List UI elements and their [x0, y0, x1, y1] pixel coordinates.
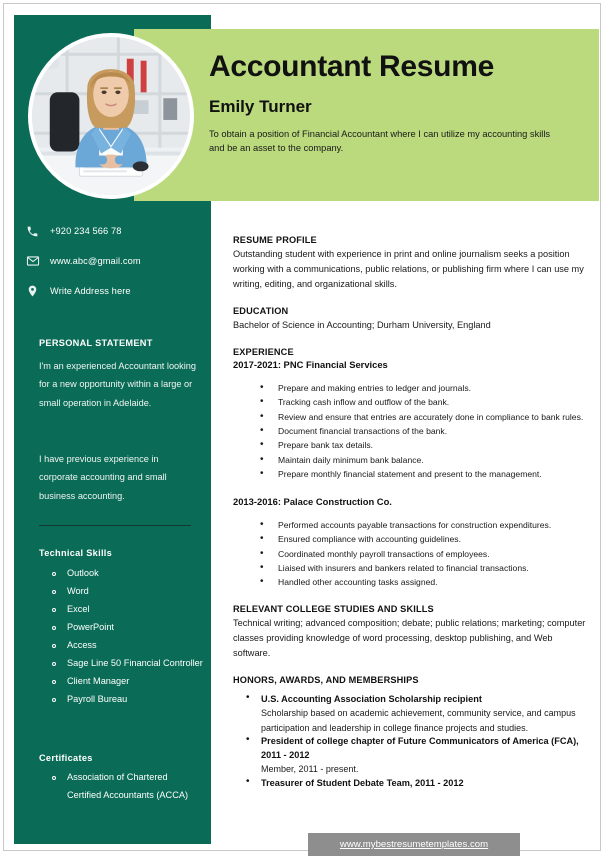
job-bullet: • Maintain daily minimum bank balance. — [233, 453, 591, 467]
envelope-icon — [26, 254, 50, 268]
contact-list — [26, 218, 206, 308]
skill-list-item: Access — [39, 637, 204, 655]
job-bullet: • Document financial transactions of the bank. — [233, 424, 591, 438]
honor-item — [233, 777, 591, 791]
contact-row-address[interactable] — [26, 278, 206, 304]
contact-row-phone[interactable] — [26, 218, 206, 244]
job-bullet: • Ensured compliance with accounting guidelines. — [233, 532, 591, 546]
education-text: Bachelor of Science in Accounting; Durham University, England — [233, 319, 491, 330]
technical-skills-list — [39, 565, 204, 709]
resume-page — [3, 3, 601, 851]
job-bullet-list — [233, 518, 591, 590]
job-bullet-list — [233, 381, 591, 482]
job-bullet: • Review and ensure that entries are accurately done in compliance to bank rules. — [233, 410, 591, 424]
footer-bar — [308, 833, 520, 856]
job-bullet: • Coordinated monthly payroll transactions of employees. — [233, 547, 591, 561]
skill-list-item: PowerPoint — [39, 619, 204, 637]
resume-profile-heading: RESUME PROFILE — [233, 235, 317, 245]
education-heading: EDUCATION — [233, 305, 289, 316]
job-bullet: • Prepare bank tax details. — [233, 438, 591, 452]
experience-heading: EXPERIENCE — [233, 346, 294, 357]
job-bullet: • Liaised with insurers and bankers related to financial transactions. — [233, 561, 591, 575]
phone-number: +920 234 566 78 — [50, 226, 122, 236]
certificate-list-item: Association of Chartered Certified Accountants (ACCA) — [39, 769, 204, 805]
personal-statement-paragraph-2: I have previous experience in corporate accounting and small business accounting. — [39, 454, 167, 501]
honor-title: • President of college chapter of Future Communicators of America (FCA), 2011 - 2012 — [261, 735, 579, 760]
skill-list-item: Word — [39, 583, 204, 601]
honors-list — [233, 693, 591, 791]
job-bullet: • Performed accounts payable transactions for construction expenditures. — [233, 518, 591, 532]
skill-list-item: Payroll Bureau — [39, 691, 204, 709]
avatar — [28, 33, 194, 199]
certificates-list — [39, 769, 204, 805]
job-bullet: • Tracking cash inflow and outflow of the bank. — [233, 395, 591, 409]
honor-title: • Treasurer of Student Debate Team, 2011 - 2012 — [261, 777, 464, 788]
job-bullet: • Prepare and making entries to ledger and journals. — [233, 381, 591, 395]
technical-skills-heading: Technical Skills — [39, 548, 113, 558]
contact-row-email[interactable] — [26, 248, 206, 274]
job-title: 2013-2016: Palace Construction Co. — [233, 495, 392, 507]
candidate-name: Emily Turner — [209, 96, 312, 116]
honor-item — [233, 693, 591, 735]
page-title: Accountant Resume — [209, 50, 494, 83]
sidebar-divider — [39, 525, 191, 526]
skill-list-item: Client Manager — [39, 673, 204, 691]
honor-title: • U.S. Accounting Association Scholarship recipient — [261, 693, 482, 704]
portrait-photo-icon — [32, 37, 190, 195]
main-content — [233, 235, 591, 790]
certificates-heading: Certificates — [39, 753, 93, 763]
experience-jobs — [233, 359, 591, 590]
resume-profile-text: Outstanding student with experience in print and online journalism seeks a position working with a communications, public relations, or publishing firm where I can use my writing, editing, and organizational skills. — [233, 249, 584, 289]
job-bullet: • Handled other accounting tasks assigned. — [233, 575, 591, 589]
honors-heading: HONORS, AWARDS, AND MEMBERSHIPS — [233, 674, 419, 685]
college-studies-heading: RELEVANT COLLEGE STUDIES AND SKILLS — [233, 603, 434, 614]
skill-list-item: Outlook — [39, 565, 204, 583]
job-bullet: • Prepare monthly financial statement and present to the management. — [233, 467, 591, 481]
location-pin-icon — [26, 284, 50, 298]
honor-detail: Member, 2011 - present. — [261, 764, 359, 775]
email-address: www.abc@gmail.com — [50, 256, 141, 266]
personal-statement-paragraph-1: I'm an experienced Accountant looking for a new opportunity within a large or small operation in Adelaide. — [39, 361, 197, 408]
template-website-link[interactable]: www.mybestresumetemplates.com — [339, 839, 489, 850]
phone-icon — [26, 225, 50, 238]
address-text: Write Address here — [50, 286, 131, 296]
job-title: 2017-2021: PNC Financial Services — [233, 358, 388, 370]
skill-list-item: Excel — [39, 601, 204, 619]
honor-item — [233, 735, 591, 777]
skill-list-item: Sage Line 50 Financial Controller — [39, 655, 204, 673]
objective-text: To obtain a position of Financial Accountant where I can utilize my accounting skills and be an asset to the company. — [209, 128, 551, 153]
header-band — [134, 29, 599, 201]
college-studies-text: Technical writing; advanced composition; debate; public relations; marketing; computer classes providing knowledge of word processing, desktop publishing, and Web software. — [233, 617, 586, 658]
personal-statement-heading: PERSONAL STATEMENT — [39, 338, 153, 348]
honor-detail: Scholarship based on academic achievement, community service, and campus participation and leadership in college finance projects and studies. — [261, 708, 576, 733]
